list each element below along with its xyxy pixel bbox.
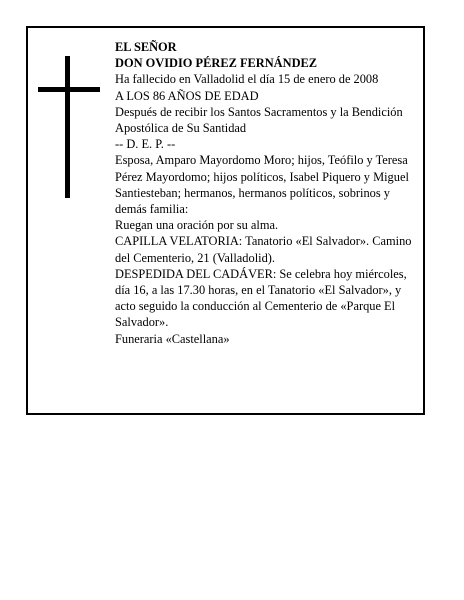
obituary-text (115, 39, 420, 347)
funeral-home: Funeraria «Castellana» (115, 331, 230, 346)
cross-vertical-bar (65, 56, 70, 198)
death-statement: Ha fallecido en Valladolid el día 15 de enero de 2008 (115, 72, 379, 87)
obituary-notice (26, 26, 425, 415)
prayer-request: Ruegan una oración por su alma. (115, 218, 279, 233)
cross-horizontal-bar (38, 87, 100, 92)
age-statement: A LOS 86 AÑOS DE EDAD (115, 88, 259, 103)
deceased-name: DON OVIDIO PÉREZ FERNÁNDEZ (115, 56, 318, 71)
deceased-title: EL SEÑOR (115, 40, 177, 54)
rip-line: -- D. E. P. -- (115, 137, 176, 152)
family-list: Esposa, Amparo Mayordomo Moro; hijos, Teófilo y Teresa Pérez Mayordomo; hijos políticos, Isabel Piquero y Miguel Santiesteban; hermanos, hermanos políticos, sobrinos y demás familia: (115, 153, 409, 217)
funeral-info: DESPEDIDA DEL CADÁVER: Se celebra hoy miércoles, día 16, a las 17.30 horas, en el Tanatorio «El Salvador», y acto seguido la conducción al Cementerio de «Parque El Salvador». (115, 266, 407, 330)
chapel-info: CAPILLA VELATORIA: Tanatorio «El Salvador». Camino del Cementerio, 21 (Valladolid). (115, 234, 412, 265)
latin-cross-icon (38, 56, 100, 198)
sacraments-statement: Después de recibir los Santos Sacramentos y la Bendición Apostólica de Su Santidad (115, 104, 403, 136)
